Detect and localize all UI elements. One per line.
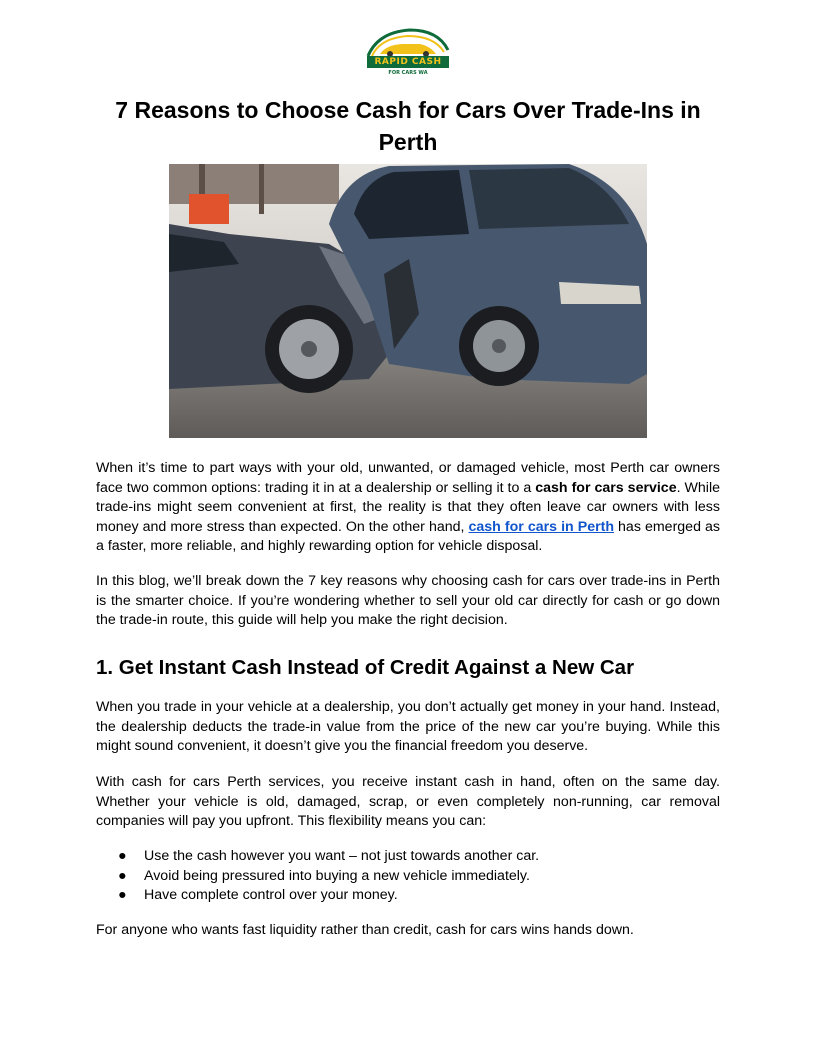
intro-paragraph-2: In this blog, we’ll break down the 7 key reasons why choosing cash for cars over trade-ins in Perth is the smarter choice. If you’re wondering whether to sell your old car directly for cash or go down the trade-in route, this guide will help you make the right decision. — [96, 573, 720, 629]
list-item — [116, 847, 716, 867]
bullet-icon: ● — [118, 867, 127, 884]
section-1-paragraph-2: With cash for cars Perth services, you receive instant cash in hand, often on the same day. Whether your vehicle is old, damaged, scrap, or even completely non-running, car removal companies will pay you upfront. This flexibility means you can: — [96, 774, 720, 830]
page-title: 7 Reasons to Choose Cash for Cars Over Trade-Ins in Perth — [115, 97, 701, 155]
car-crash-photo-icon — [169, 164, 647, 438]
intro-text-c: has emerged as a faster, more reliable, and highly rewarding option for vehicle disposal. — [96, 518, 720, 555]
list-item — [116, 886, 716, 906]
section-1-paragraph-1: When you trade in your vehicle at a dealership, you don’t actually get money in your hand. Instead, the dealership deducts the trade-in value from the price of the new car you’re buying. While this might sound convenient, it doesn’t give you the financial freedom you deserve. — [96, 699, 720, 755]
intro-text-a: When it’s time to part ways with your old, unwanted, or damaged vehicle, most Perth car owners face two common options: trading it in at a dealership or selling it to a — [96, 460, 720, 496]
list-item-text: Use the cash however you want – not just towards another car. — [144, 848, 540, 864]
intro-bold-phrase: cash for cars service — [535, 479, 677, 496]
hero-image — [169, 164, 647, 438]
benefits-list — [116, 847, 716, 906]
section-1-heading: 1. Get Instant Cash Instead of Credit Against a New Car — [96, 656, 635, 679]
brand-logo — [362, 26, 454, 86]
bullet-icon: ● — [118, 848, 127, 864]
list-item — [116, 867, 716, 887]
cash-for-cars-perth-link[interactable]: cash for cars in Perth — [468, 518, 614, 535]
logo-brand-text: RAPID CASH — [367, 56, 449, 68]
intro-text-b: . While trade-ins might seem convenient at first, the reality is that they often leave car owners with less money and more stress than expected. On the other hand, — [96, 479, 721, 535]
list-item-text: Have complete control over your money. — [144, 887, 398, 904]
section-1-closing: For anyone who wants fast liquidity rather than credit, cash for cars wins hands down. — [96, 922, 634, 938]
intro-paragraph-1 — [96, 459, 720, 557]
logo-tagline-text: FOR CARS WA — [388, 70, 428, 76]
bullet-icon: ● — [118, 887, 127, 904]
list-item-text: Avoid being pressured into buying a new vehicle immediately. — [144, 867, 530, 884]
